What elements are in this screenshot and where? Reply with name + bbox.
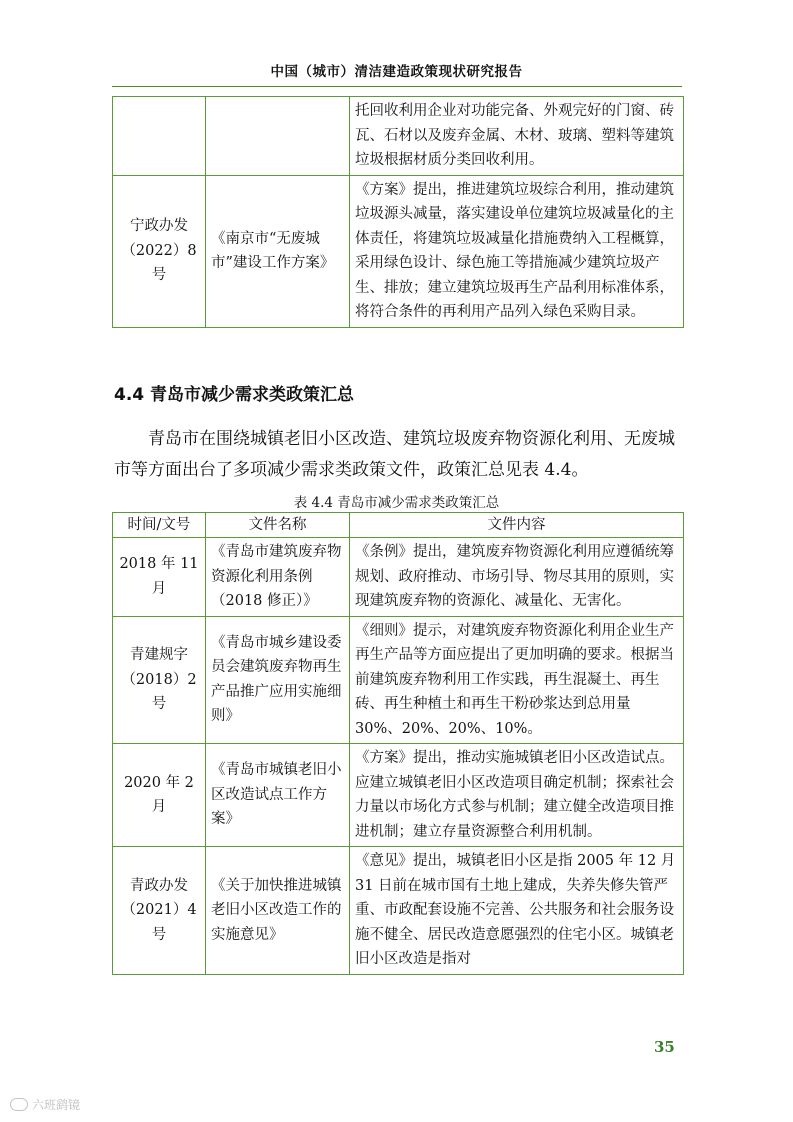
doc-name-cell: 《青岛市城镇老旧小区改造试点工作方案》 [206,744,350,847]
body-paragraph: 青岛市在围绕城镇老旧小区改造、建筑垃圾废弃物资源化利用、无废城市等方面出台了多项减少需求类政策文件，政策汇总见表 4.4。 [114,429,675,480]
time-doc-cell [113,97,206,176]
doc-content-cell: 《方案》提出，推动实施城镇老旧小区改造试点。应建立城镇老旧小区改造项目确定机制；探索社会力量以市场化方式参与机制；建立健全改造项目推进机制；建立存量资源整合利用机制。 [350,744,684,847]
watermark-logo-icon [10,1098,28,1111]
column-header-content: 文件内容 [350,513,684,538]
doc-content-cell: 《细则》提示，对建筑废弃物资源化利用企业生产再生产品等方面应提出了更加明确的要求。根据当前建筑废弃物利用工作实践，再生混凝土、再生砖、再生种植土和再生干粉砂浆达到总用量 30%、20%、20%、10%。 [350,616,684,744]
doc-content-cell: 《方案》提出，推进建筑垃圾综合利用，推动建筑垃圾源头减量，落实建设单位建筑垃圾减量化的主体责任，将建筑垃圾减量化措施费纳入工程概算，采用绿色设计、绿色施工等措施减少建筑垃圾产生、排放；建立建筑垃圾再生产品利用标准体系，将符合条件的再利用产品列入绿色采购目录。 [350,175,684,327]
section-heading: 4.4 青岛市减少需求类政策汇总 [114,385,355,405]
page-number: 35 [654,1038,675,1056]
doc-content-cell: 《意见》提出，城镇老旧小区是指 2005 年 12 月 31 日前在城市国有土地上建成，失养失修失管严重、市政配套设施不完善、公共服务和社会服务设施不健全、居民改造意愿强烈的住宅小区。城镇老旧小区改造是指对 [350,847,684,975]
doc-name-cell: 《青岛市建筑废弃物资源化利用条例（2018 修正）》 [206,538,350,617]
table-row [113,97,684,176]
time-doc-cell: 宁政办发（2022）8号 [113,175,206,327]
table-row [113,744,684,847]
column-header-time: 时间/文号 [113,513,206,538]
column-header-name: 文件名称 [206,513,350,538]
table-header-row [113,513,684,538]
continued-policy-table [112,96,684,328]
watermark [10,1096,80,1113]
table-caption: 表 4.4 青岛市减少需求类政策汇总 [293,495,500,511]
doc-name-cell: 《青岛市城乡建设委员会建筑废弃物再生产品推广应用实施细则》 [206,616,350,744]
table-row [113,616,684,744]
doc-name-cell [206,97,350,176]
table-row [113,538,684,617]
header-rule [112,86,682,87]
time-doc-cell: 2018 年 11 月 [113,538,206,617]
page-header: 中国（城市）清洁建造政策现状研究报告 [270,64,523,80]
watermark-text: 六班鹞镜 [32,1098,81,1112]
doc-name-cell: 《南京市“无废城市”建设工作方案》 [206,175,350,327]
table-row [113,175,684,327]
time-doc-cell: 青建规字（2018）2号 [113,616,206,744]
table-row [113,847,684,975]
doc-content-cell: 托回收利用企业对功能完备、外观完好的门窗、砖瓦、石材以及废弃金属、木材、玻璃、塑料等建筑垃圾根据材质分类回收利用。 [350,97,684,176]
doc-name-cell: 《关于加快推进城镇老旧小区改造工作的实施意见》 [206,847,350,975]
qingdao-policy-table [112,512,684,975]
doc-content-cell: 《条例》提出，建筑废弃物资源化利用应遵循统筹规划、政府推动、市场引导、物尽其用的原则，实现建筑废弃物的资源化、减量化、无害化。 [350,538,684,617]
time-doc-cell: 2020 年 2 月 [113,744,206,847]
time-doc-cell: 青政办发（2021）4号 [113,847,206,975]
